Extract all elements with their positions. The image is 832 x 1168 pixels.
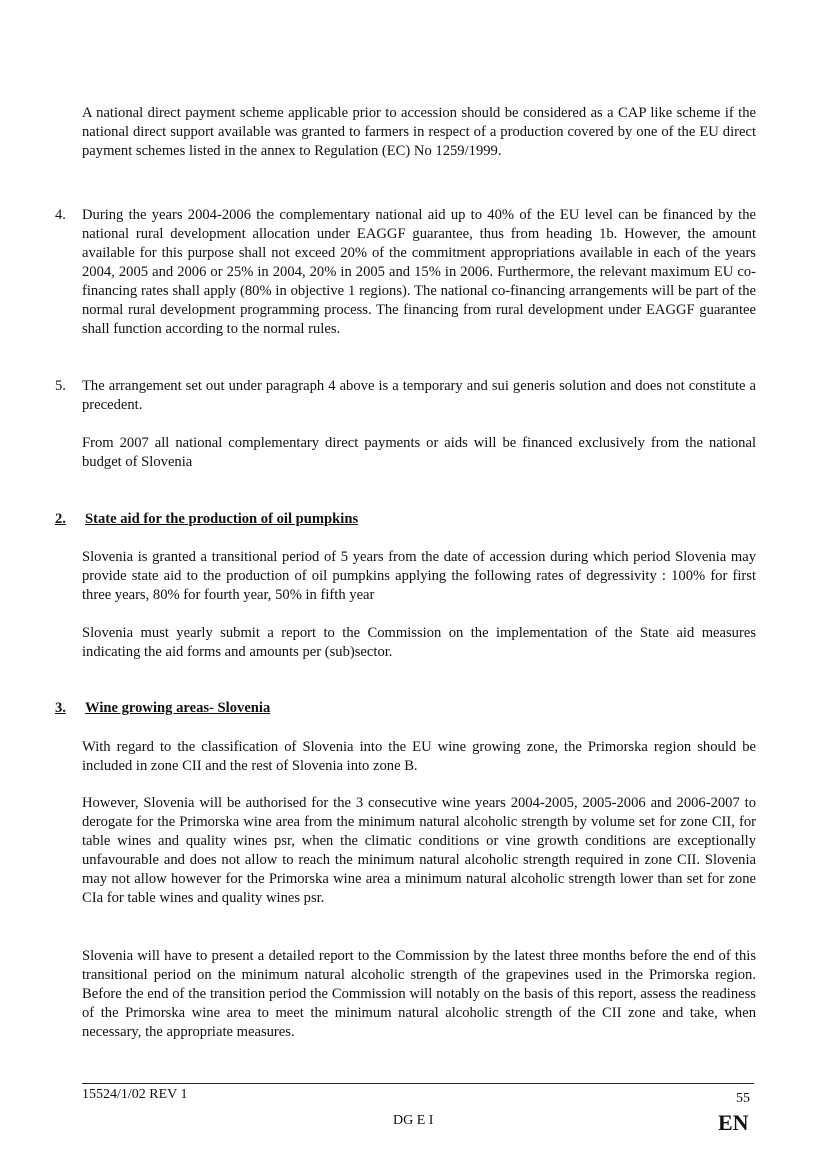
footer-language-code: EN: [718, 1110, 749, 1135]
section-3-paragraph-1: With regard to the classification of Slovenia into the EU wine growing zone, the Primorska region should be included in zone CII and the rest of Slovenia into zone B.: [82, 739, 756, 774]
section-3-title: Wine growing areas- Slovenia: [85, 700, 271, 716]
section-2-number: 2.: [55, 511, 66, 527]
paragraph-cap-scheme: A national direct payment scheme applicable prior to accession should be considered as a CAP like scheme if the national direct support available was granted to farmers in respect of a production covered by one of the EU direct payment schemes listed in the annex to Regulation (EC) No 1259/1999.: [82, 105, 756, 159]
footer-page-number: 55: [736, 1091, 750, 1106]
paragraph-item-5: The arrangement set out under paragraph 4 above is a temporary and sui generis solution and does not constitute a precedent.: [82, 378, 756, 413]
item-number-4: 4.: [55, 207, 66, 223]
section-2-title: State aid for the production of oil pumpkins: [85, 511, 359, 527]
paragraph-item-4: During the years 2004-2006 the complementary national aid up to 40% of the EU level can be financed by the national rural development allocation under EAGGF guarantee, thus from heading 1b. However, the amount available for this purpose shall not exceed 20% of the commitment appropriations available in each of the years 2004, 2005 and 2006 or 25% in 2004, 20% in 2005 and 15% in 2006. Furthermore, the relevant maximum EU co-financing rates shall apply (80% in objective 1 regions). The national co-financing arrangements will be part of the normal rural development programming process. The financing from rural development under EAGGF guarantee shall function according to the normal rules.: [82, 207, 756, 337]
section-3-heading: [55, 699, 270, 718]
section-3-paragraph-3: Slovenia will have to present a detailed report to the Commission by the latest three months before the end of this transitional period on the minimum natural alcoholic strength of the grapevines used in the Primorska region. Before the end of the transition period the Commission will notably on the basis of this report, assess the readiness of the Primorska wine area to meet the minimum natural alcoholic strength of the CII zone and take, when necessary, the appropriate measures.: [82, 948, 756, 1040]
paragraph-2007-financing: From 2007 all national complementary direct payments or aids will be financed exclusively from the national budget of Slovenia: [82, 435, 756, 470]
section-2-paragraph-2: Slovenia must yearly submit a report to the Commission on the implementation of the State aid measures indicating the aid forms and amounts per (sub)sector.: [82, 625, 756, 660]
footer-divider: [82, 1083, 754, 1084]
section-2-heading: [55, 510, 358, 529]
section-3-paragraph-2: However, Slovenia will be authorised for the 3 consecutive wine years 2004-2005, 2005-2006 and 2006-2007 to derogate for the Primorska wine area from the minimum natural alcoholic strength by volume set for zone CII, for table wines and quality wines psr, when the climatic conditions or vine growth conditions are exceptionally unfavourable and does not allow to reach the minimum natural alcoholic strength required in zone CII. Slovenia may not allow however for the Primorska wine area a minimum natural alcoholic strength lower than set for zone CIa for table wines and quality wines psr.: [82, 795, 756, 906]
footer-document-reference: 15524/1/02 REV 1: [82, 1087, 188, 1102]
footer-directorate: DG E I: [393, 1113, 434, 1128]
item-number-5: 5.: [55, 378, 66, 394]
section-2-paragraph-1: Slovenia is granted a transitional period of 5 years from the date of accession during which period Slovenia may provide state aid to the production of oil pumpkins applying the following rates of degressivity : 100% for first three years, 80% for fourth year, 50% in fifth year: [82, 549, 756, 603]
section-3-number: 3.: [55, 700, 66, 716]
